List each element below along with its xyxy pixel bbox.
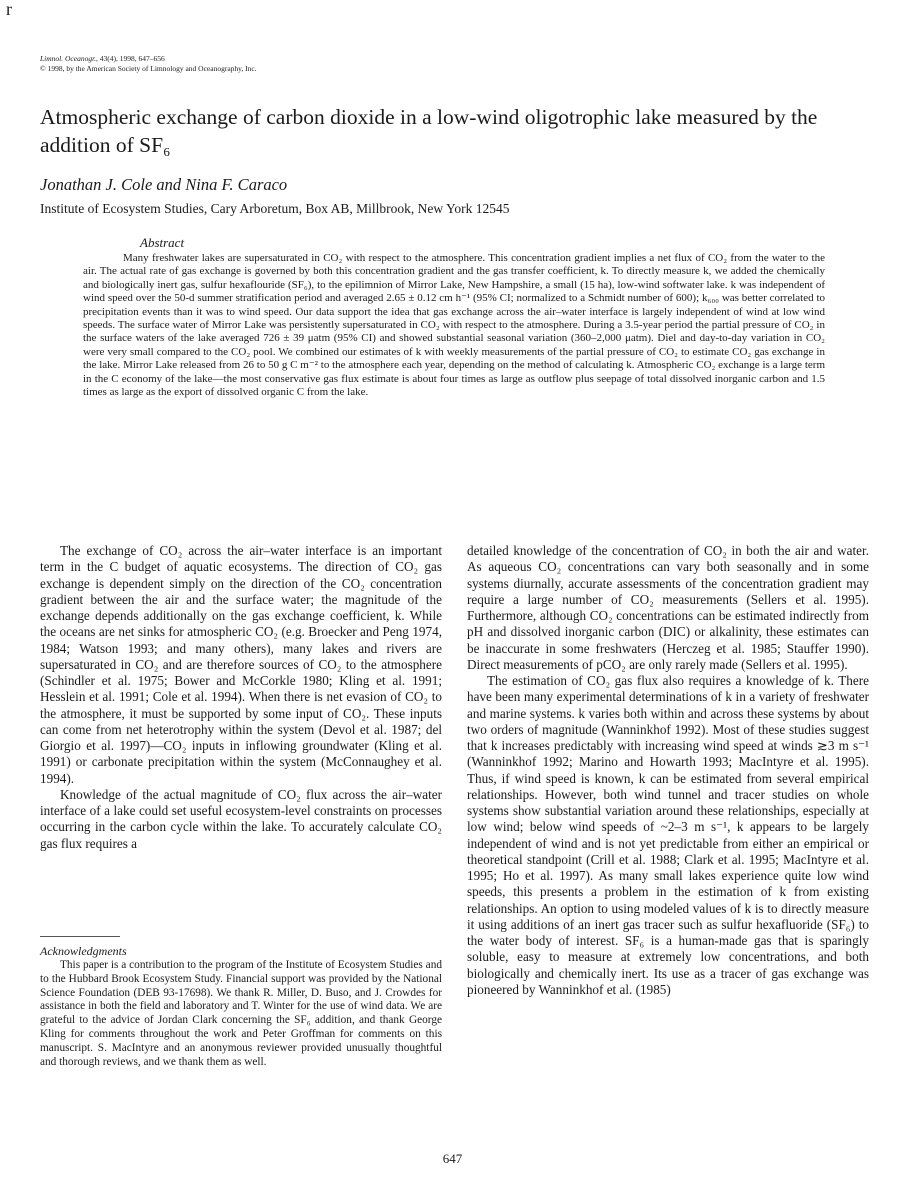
copyright-line: © 1998, by the American Society of Limnology and Oceanography, Inc. bbox=[40, 64, 257, 73]
journal-volume-pages: , 43(4), 1998, 647–656 bbox=[96, 54, 165, 63]
journal-header bbox=[40, 54, 257, 74]
body-column-left bbox=[40, 543, 442, 852]
footnote-divider bbox=[40, 936, 120, 937]
abstract-text: Many freshwater lakes are supersaturated in CO₂ with respect to the atmosphere. This concentration gradient implies a net flux of CO₂ from the water to the air. The actual rate of gas exchange is governed by both this concentration gradient and the gas transfer coefficient, k. To directly measure k, we added the chemically and biologically inert gas, sulfur hexaflouride (SF₆), to the epilimnion of Mirror Lake, New Hampshire, a small (15 ha), low-wind softwater lake. k was independent of wind speed over the 50-d summer stratification period and averaged 2.65 ± 0.12 cm h⁻¹ (95% CI; normalized to a Schmidt number of 600); k₆₀₀ was better correlated to precipitation events than it was to wind speed. Our data support the idea that gas exchange across the air–water interface is largely independent of wind at low wind speeds. The surface water of Mirror Lake was persistently supersaturated in CO₂ with respect to the atmosphere. During a 3.5-year period the partial pressure of CO₂ in the surface waters of the lake averaged 726 ± 39 μatm (95% CI) and showed substantial seasonal variation (360–2,000 μatm). Diel and day-to-day variation in CO₂ were very small compared to the CO₂ pool. We combined our estimates of k with weekly measurements of the partial pressure of CO₂ to estimate CO₂ gas exchange in the lake. Mirror Lake released from 26 to 50 g C m⁻² to the atmosphere each year, depending on the method of calculating k. Atmospheric CO₂ exchange is a large term in the C economy of the lake—the most conservative gas flux estimate is about four times as large as outflow plus seepage of total dissolved inorganic carbon and 1.5 times as large as the export of dissolved organic C from the lake. bbox=[83, 252, 825, 399]
journal-citation bbox=[40, 54, 257, 64]
author-affiliation: Institute of Ecosystem Studies, Cary Arboretum, Box AB, Millbrook, New York 12545 bbox=[40, 201, 510, 216]
journal-name: Limnol. Oceanogr. bbox=[40, 54, 97, 63]
page-number: 647 bbox=[442, 1151, 463, 1166]
body-paragraph: The estimation of CO₂ gas flux also requires a knowledge of k. There have been many experimental determinations of k in a variety of freshwater and marine systems. k varies both within and across these systems by about two orders of magnitude (Wanninkhof 1992). Most of these studies suggest that k increases predictably with increasing wind speed at winds ≳3 m s⁻¹ (Wanninkhof 1992; Marino and Howarth 1993; MacIntyre et al. 1995). Thus, if wind speed is known, k can be estimated from several empirical relationships. However, both wind tunnel and tracer studies on whole systems show substantial variation around these relationships, especially at low wind; below wind speeds of ~2–3 m s⁻¹, k appears to be largely independent of wind and is not yet predictable from either an empirical or theoretical standpoint (Crill et al. 1988; Clark et al. 1995; MacIntyre et al. 1995; Ho et al. 1997). As many small lakes experience quite low wind speeds, this presents a problem in the estimation of k from existing relationships. An option to using modeled values of k is to directly measure it using additions of an inert gas tracer such as sulfur hexafluoride (SF₆) to the water body of interest. SF₆ is a human-made gas that is sparingly soluble, easy to measure at extremely low concentrations, and both biologically and chemically inert. Its use as a tracer of gas exchange was pioneered by Wanninkhof et al. (1985) bbox=[467, 673, 869, 997]
abstract-heading: Abstract bbox=[140, 235, 185, 250]
scan-corner-mark: r bbox=[6, 0, 12, 19]
article-authors: Jonathan J. Cole and Nina F. Caraco bbox=[40, 175, 288, 194]
body-paragraph: detailed knowledge of the concentration of CO₂ in both the air and water. As aqueous CO₂ concentrations can vary both seasonally and in some systems diurnally, accurate assessments of the concentration gradient may require a large number of CO₂ measurements (Sellers et al. 1995). Furthermore, although CO₂ concentrations can be estimated indirectly from pH and dissolved inorganic carbon (DIC) or alkalinity, these estimates can be inaccurate in some freshwaters (Herczeg et al. 1985; Stauffer 1990). Direct measurements of pCO₂ are only rarely made (Sellers et al. 1995). bbox=[467, 543, 869, 672]
body-column-right bbox=[467, 543, 869, 998]
article-title: Atmospheric exchange of carbon dioxide in a low-wind oligotrophic lake measured by the addition of SF₆ bbox=[40, 105, 818, 157]
acknowledgments-heading: Acknowledgments bbox=[40, 944, 127, 958]
body-paragraph: Knowledge of the actual magnitude of CO₂ flux across the air–water interface of a lake could set useful ecosystem-level constraints on processes occurring in the carbon cycle within the lake. To accurately calculate CO₂ gas flux requires a bbox=[40, 786, 442, 851]
body-paragraph: The exchange of CO₂ across the air–water interface is an important term in the C budget of aquatic ecosystems. The direction of CO₂ gas exchange is dependent simply on the direction of the CO₂ concentration gradient between the air and the surface water; the magnitude of the exchange depends additionally on the gas exchange coefficient, k. While the oceans are net sinks for atmospheric CO₂ (e.g. Broecker and Peng 1974, 1984; Watson 1993; and many others), many lakes and rivers are supersaturated in CO₂ and are therefore sources of CO₂ to the atmosphere (Schindler et al. 1975; Bower and McCorkle 1980; Kling et al. 1991; Hesslein et al. 1991; Cole et al. 1994). When there is net evasion of CO₂ to the atmosphere, it must be supported by some input of CO₂. These inputs can come from net heterotrophy within the system (Devol et al. 1987; del Giorgio et al. 1997)—CO₂ inputs in inflowing groundwater (Kling et al. 1991) or carbonate precipitation within the system (McConnaughey et al. 1994). bbox=[40, 543, 442, 786]
acknowledgments-text: This paper is a contribution to the program of the Institute of Ecosystem Studies and to the Hubbard Brook Ecosystem Study. Financial support was provided by the National Science Foundation (DEB 93-17698). We thank R. Miller, D. Buso, and J. Crowdes for assistance in both the field and laboratory and T. Winter for the use of wind data. We are grateful to the advice of Jordan Clark concerning the SF₆ addition, and thank George Kling for comments throughout the work and Peter Groffman for comments on this manuscript. S. MacIntyre and an anonymous reviewer provided unusually thoughtful and thorough reviews, and we thank them as well. bbox=[40, 959, 442, 1068]
